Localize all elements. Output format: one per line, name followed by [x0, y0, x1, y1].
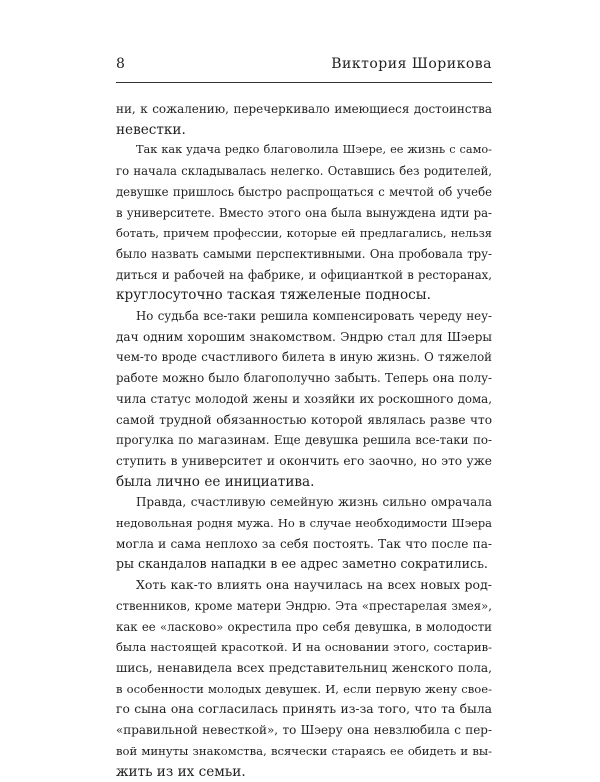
- text-line: круглосуточно таская тяжеленые подносы.: [116, 285, 492, 306]
- text-line: ботать, причем профессии, которые ей предлагались, нельзя: [116, 223, 492, 244]
- text-line: ни, к сожалению, перечеркивало имеющиеся достоинства: [116, 99, 492, 120]
- text-line: Правда, счастливую семейную жизнь сильно омрачала: [116, 492, 492, 513]
- text-line: го начала складывалась нелегко. Оставшись без родителей,: [116, 161, 492, 182]
- text-line: недовольная родня мужа. Но в случае необходимости Шэера: [116, 513, 492, 534]
- text-line: Так как удача редко благоволила Шэере, ее жизнь с само-: [116, 140, 492, 161]
- author-name: Виктория Шорикова: [331, 56, 492, 72]
- running-header: [116, 56, 492, 72]
- text-line: диться и рабочей на фабрике, и официанткой в ресторанах,: [116, 265, 492, 286]
- text-line: ственников, кроме матери Эндрю. Эта «престарелая змея»,: [116, 596, 492, 617]
- text-line: как ее «ласково» окрестила про себя девушка, в молодости: [116, 617, 492, 638]
- text-line: вой минуты знакомства, всячески стараясь ее обидеть и вы-: [116, 741, 492, 762]
- text-line: могла и сама неплохо за себя постоять. Так что после па-: [116, 534, 492, 555]
- text-line: была настоящей красоткой. И на основании этого, состарив-: [116, 637, 492, 658]
- text-line: было назвать самыми перспективными. Она пробовала тру-: [116, 244, 492, 265]
- text-line: шись, ненавидела всех представительниц женского пола,: [116, 658, 492, 679]
- text-line: дач одним хорошим знакомством. Эндрю стал для Шэеры: [116, 327, 492, 348]
- text-line: го сына она согласилась принять из-за того, что та была: [116, 699, 492, 720]
- text-line: Хоть как-то влиять она научилась на всех новых род-: [116, 575, 492, 596]
- text-line: Но судьба все-таки решила компенсировать череду неу-: [116, 306, 492, 327]
- text-line: «правильной невесткой», то Шэеру она невзлюбила с пер-: [116, 720, 492, 741]
- page-body-text: [116, 99, 492, 782]
- text-line: в университете. Вместо этого она была вынуждена идти ра-: [116, 203, 492, 224]
- text-line: работе можно было благополучно забыть. Теперь она полу-: [116, 368, 492, 389]
- text-line: в особенности молодых девушек. И, если первую жену свое-: [116, 679, 492, 700]
- text-line: чем-то вроде счастливого билета в иную жизнь. О тяжелой: [116, 347, 492, 368]
- text-line: чила статус молодой жены и хозяйки их роскошного дома,: [116, 389, 492, 410]
- text-line: была лично ее инициатива.: [116, 472, 492, 493]
- text-line: девушке пришлось быстро распрощаться с мечтой об учебе: [116, 182, 492, 203]
- text-line: прогулка по магазинам. Еще девушка решила все-таки по-: [116, 430, 492, 451]
- text-line: невестки.: [116, 120, 492, 141]
- header-divider: [116, 82, 492, 83]
- text-line: жить из их семьи.: [116, 762, 492, 782]
- text-line: ры скандалов нападки в ее адрес заметно сократились.: [116, 554, 492, 575]
- page-number: 8: [116, 56, 125, 72]
- text-line: ступить в университет и окончить его заочно, но это уже: [116, 451, 492, 472]
- text-line: самой трудной обязанностью которой являлась разве что: [116, 410, 492, 431]
